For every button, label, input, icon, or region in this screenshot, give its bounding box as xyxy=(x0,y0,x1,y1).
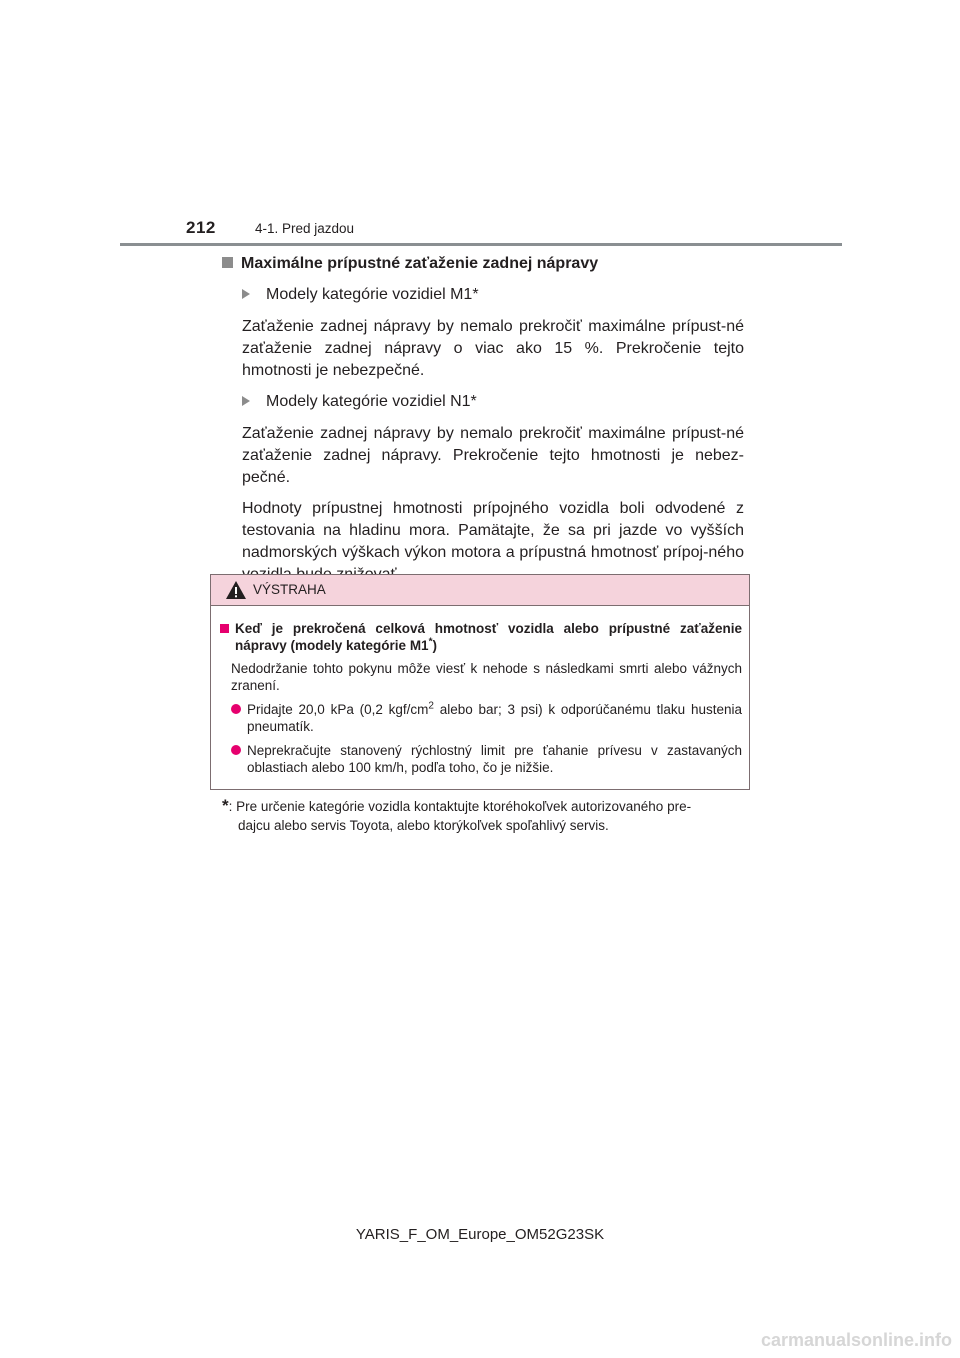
warning-title: VÝSTRAHA xyxy=(253,582,326,597)
warning-heading-text: Keď je prekročená celková hmotnosť vozidla alebo prípustné zaťaženie nápravy (modely kategórie M1*) xyxy=(235,621,742,653)
footnote-line: dajcu alebo servis Toyota, alebo ktorýkoľvek spoľahlivý servis. xyxy=(238,818,609,833)
warning-triangle-icon xyxy=(225,580,247,600)
bullet-text: Modely kategórie vozidiel N1* xyxy=(266,393,477,410)
footnote xyxy=(222,796,744,835)
watermark: carmanualsonline.info xyxy=(760,1330,952,1350)
section-title: 4-1. Pred jazdou xyxy=(255,221,355,236)
paragraph: Zaťaženie zadnej nápravy by nemalo prekročiť maximálne prípust-né zaťaženie zadnej nápravy o viac ako 15 %. Prekročenie tejto hmotnosti je nebezpečné. xyxy=(242,318,744,379)
main-content xyxy=(222,253,744,595)
paragraph: Zaťaženie zadnej nápravy by nemalo prekročiť maximálne prípust-né zaťaženie zadnej nápravy. Prekročenie tejto hmotnosti je nebez-pečné. xyxy=(242,425,744,486)
warning-heading xyxy=(220,620,742,654)
document-code: YARIS_F_OM_Europe_OM52G23SK xyxy=(355,1226,605,1243)
footnote-line: *: Pre určenie kategórie vozidla kontaktujte ktoréhokoľvek autorizovaného pre- xyxy=(222,796,692,815)
list-item xyxy=(242,284,744,306)
warning-box xyxy=(210,574,750,790)
list-item xyxy=(231,742,742,776)
square-bullet-icon xyxy=(220,624,229,633)
warning-description: Nedodržanie tohto pokynu môže viesť k nehode s následkami smrti alebo vážnych zranení. xyxy=(231,661,742,693)
warning-header xyxy=(211,575,749,606)
warning-item-text: Pridajte 20,0 kPa (0,2 kgf/$cm^2$ alebo bar; 3 psi) k odporúčanému tlaku hustenia pneumatík. xyxy=(247,700,742,734)
dot-bullet-icon xyxy=(231,745,241,755)
page-number: 212 xyxy=(186,218,216,237)
list-item xyxy=(242,391,744,413)
heading-text: Maximálne prípustné zaťaženie zadnej nápravy xyxy=(241,255,599,272)
dot-bullet-icon xyxy=(231,704,241,714)
triangle-bullet-icon xyxy=(242,396,258,406)
section-heading xyxy=(222,253,744,275)
list-item xyxy=(231,701,742,735)
warning-item-text: Neprekračujte stanovený rýchlostný limit pre ťahanie prívesu v zastavaných oblastiach alebo 100 km/h, podľa toho, čo je nižšie. xyxy=(247,743,742,775)
square-bullet-icon xyxy=(222,257,233,268)
paragraph: Hodnoty prípustnej hmotnosti prípojného vozidla boli odvodené z testovania na hladinu mora. Pamätajte, že sa pri jazde vo vyšších nadmorských výškach výkon motora a prípustná hmotnosť prípoj-ného xyxy=(242,500,744,561)
triangle-bullet-icon xyxy=(242,289,258,299)
header-rule xyxy=(120,243,842,246)
bullet-text: Modely kategórie vozidiel M1* xyxy=(266,286,479,303)
warning-body xyxy=(211,606,749,776)
footnote-star: * xyxy=(222,796,229,815)
